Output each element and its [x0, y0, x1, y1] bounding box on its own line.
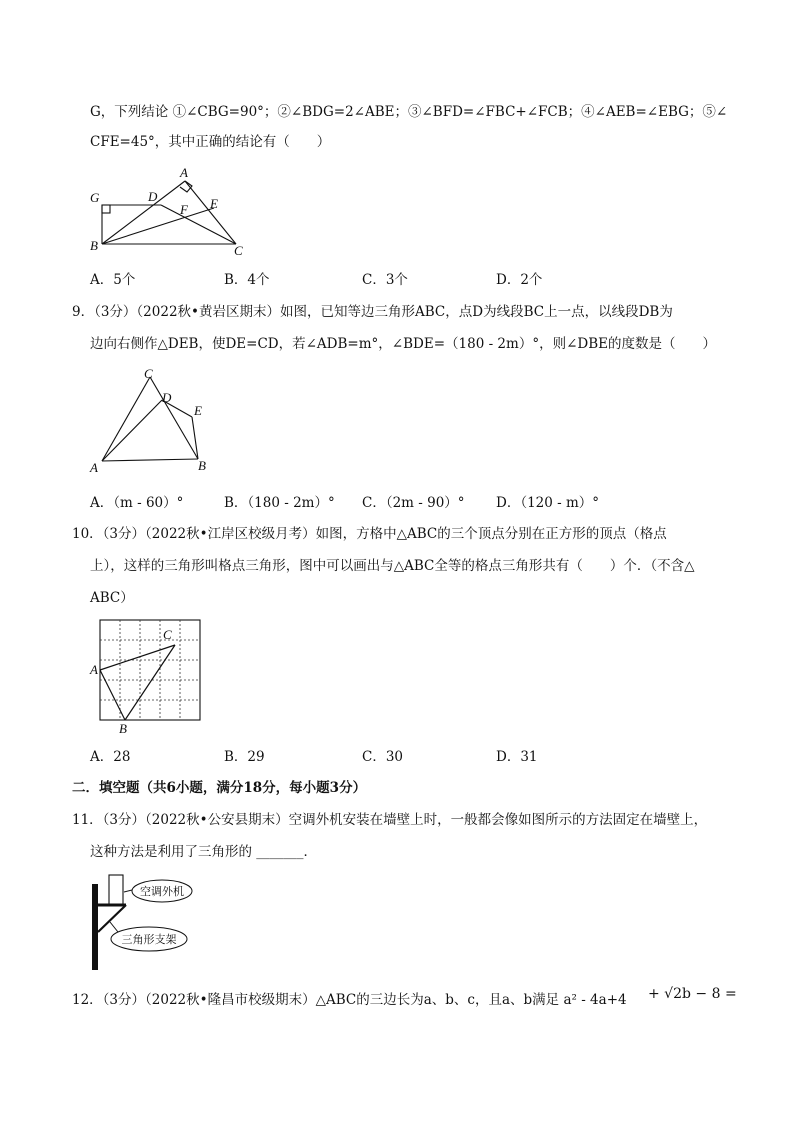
q8-text-line-2: CFE=45°，其中正确的结论有（ ）	[90, 134, 331, 150]
q9-label-d: D	[162, 390, 172, 405]
q8-segment-dc	[161, 205, 236, 244]
q9-label-b: B	[198, 458, 206, 473]
q9-text-line-2: 边向右侧作△DEB，使DE=CD，若∠ADB=m°，∠BDE=（180 - 2m）°，则∠DBE的度数是（ ）	[90, 336, 716, 352]
q9-option-c: C．（2m - 90）°	[362, 495, 465, 511]
q10-label-a: A	[90, 662, 98, 677]
q8-label-b: B	[90, 238, 98, 253]
q8-label-e: E	[210, 196, 218, 211]
q8-label-a: A	[180, 165, 188, 180]
q9-label-a: A	[90, 460, 98, 475]
q11-text-line-1: 11．（3分）（2022秋•公安县期末）空调外机安装在墙壁上时，一般都会像如图所示的方法固定在墙壁上，	[72, 812, 708, 828]
q12-text-line-1: 12．（3分）（2022秋•隆昌市校级期末）△ABC的三边长为a、b、c，且a、b满足 a² - 4a+4	[72, 992, 627, 1008]
q10-label-b: B	[119, 721, 127, 736]
q10-option-a: A．28	[90, 749, 131, 765]
q8-option-b: B．4个	[224, 272, 270, 288]
q12-formula: + √2b − 8 =	[648, 986, 737, 1002]
q10-figure	[86, 616, 208, 738]
q8-segment-ac	[185, 181, 236, 244]
q9-label-e: E	[194, 403, 202, 418]
q9-segment-eb	[192, 417, 198, 459]
q10-grid	[100, 620, 200, 720]
q10-option-d: D．31	[496, 749, 538, 765]
q8-option-c: C．3个	[362, 272, 408, 288]
q8-label-g: G	[90, 190, 100, 205]
q8-label-c: C	[234, 243, 243, 256]
q8-segment-be	[102, 208, 214, 244]
q9-segment-ab	[102, 459, 198, 461]
q8-label-d: D	[148, 189, 158, 204]
q8-option-a: A．5个	[90, 272, 136, 288]
q11-callout-2-text: 三角形支架	[121, 934, 177, 946]
q8-figure	[84, 164, 254, 256]
q11-wall	[92, 884, 98, 970]
q11-text-line-2: 这种方法是利用了三角形的 _______．	[90, 844, 318, 860]
q8-right-angle-g	[102, 205, 110, 213]
q8-segment-ba	[102, 181, 185, 244]
q9-option-b: B．（180 - 2m）°	[224, 495, 335, 511]
q9-option-d: D．（120 - m）°	[496, 495, 600, 511]
q8-text-line-1: G，下列结论 ①∠CBG=90°；②∠BDG=2∠ABE；③∠BFD=∠FBC+∠FCB；④∠AEB=∠EBG；⑤∠	[90, 104, 728, 120]
q8-label-f: F	[180, 202, 188, 217]
q8-option-d: D．2个	[496, 272, 543, 288]
q9-option-a: A．（m - 60）°	[90, 495, 184, 511]
q11-figure	[86, 870, 196, 974]
q10-segment-ab	[100, 670, 125, 720]
q9-label-c: C	[144, 366, 153, 381]
q10-text-line-3: ABC）	[90, 590, 134, 606]
q10-option-b: B．29	[224, 749, 265, 765]
q9-segment-cb	[150, 377, 198, 459]
q11-bracket-diagonal	[98, 905, 126, 932]
q9-figure	[84, 362, 216, 476]
q10-segment-bc	[125, 645, 175, 720]
q10-segment-ac	[100, 645, 175, 670]
q11-ac-unit	[109, 875, 123, 905]
q10-option-c: C．30	[362, 749, 404, 765]
section-2-title: 二．填空题（共6小题，满分18分，每小题3分）	[72, 780, 367, 796]
q10-text-line-2: 上），这样的三角形叫格点三角形，图中可以画出与△ABC全等的格点三角形共有（ ）个．（不含△	[90, 558, 695, 574]
q10-text-line-1: 10．（3分）（2022秋•江岸区校级月考）如图，方格中△ABC的三个顶点分别在正方形的顶点（格点	[72, 526, 667, 542]
q9-text-line-1: 9．（3分）（2022秋•黄岩区期末）如图，已知等边三角形ABC，点D为线段BC上一点，以线段DB为	[72, 304, 673, 320]
q11-callout-2-pointer	[110, 922, 118, 932]
q11-callout-1-text: 空调外机	[140, 886, 184, 898]
q11-callout-1-pointer	[124, 890, 132, 892]
q10-label-c: C	[163, 627, 172, 642]
